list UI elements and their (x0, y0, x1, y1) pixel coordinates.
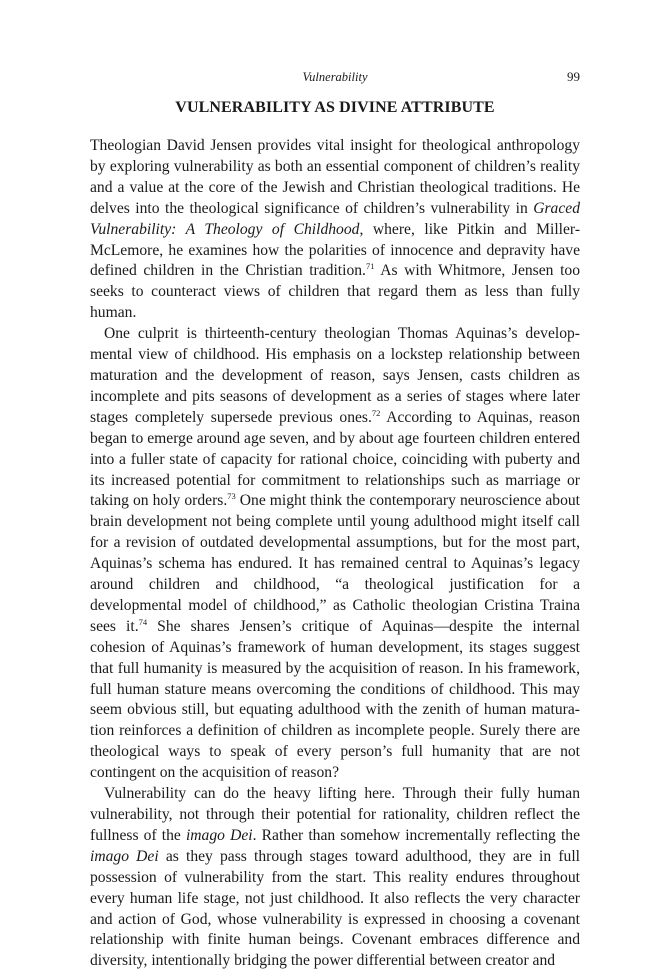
text-run: According to Aquinas, reason began to emerge around age seven, and by about age fourteen children entered into a fuller state of capacity for rational choice, coinciding with puberty and its increased potential for commitment to relationships such as marriage or taking on holy orders. (90, 408, 581, 510)
footnote-marker: 73 (227, 491, 236, 502)
text-run: Vulnerability can do the heavy lifting here. Through their fully human vulnerability, not through their potential for rationality, children reflect the fullness of the (90, 785, 580, 844)
paragraph (90, 136, 580, 324)
text-run: One culprit is thirteenth-century theologian Thomas Aquinas’s developmental view of childhood. His emphasis on a lockstep relationship between maturation and the development of reason, says Jensen, casts children as incomplete and pits seasons of development as a series of stages where later stages completely supersede previous ones. (90, 325, 580, 426)
text-run: as they pass through stages toward adulthood, they are in full possession of vulnerability from the start. This reality endures throughout every human life stage, not just childhood. It also reflects the very character and action of God, whose vulnerability is expressed in choosing a covenant relationship with finite human beings. Covenant embraces difference and diversity, intentionally bridging the power differential between creator and (90, 847, 580, 970)
footnote-marker: 74 (138, 616, 148, 627)
text-run: She shares Jensen’s critique of Aquinas—despite the internal cohesion of Aquinas’s framework of human development, its stages suggest that full humanity is measured by the acquisition of reason. In his framework, full human stature means overcoming the conditions of childhood. This may seem obvious still, but equating adulthood with the zenith of human maturation reinforces a definition of children as incomplete people. Surely there are theological ways to speak of every person’s full humanity that are not contingent on the acquisition of reason? (90, 617, 580, 782)
running-head-title: Vulnerability (302, 70, 368, 84)
italic-text: imago Dei (185, 826, 253, 844)
italic-text: imago Dei (90, 847, 159, 865)
italic-text: Graced Vulnerability: A Theology of Childhood (90, 199, 580, 238)
paragraph (90, 784, 580, 972)
running-head (90, 68, 580, 86)
body-text (90, 136, 580, 972)
text-run: , where, like Pitkin and Miller-McLemore, he examines how the polarities of innocence and depravity have defined children in the Christian tradition. (90, 220, 581, 280)
text-run: . Rather than somehow incrementally reflecting the (252, 826, 580, 844)
footnote-marker: 72 (371, 407, 381, 418)
footnote-marker: 71 (365, 261, 375, 272)
section-heading: VULNERABILITY AS DIVINE ATTRIBUTE (175, 99, 495, 116)
paragraph (90, 324, 580, 784)
text-run: One might think the contemporary neuroscience about brain development not being complete until young adulthood might itself call for a revision of outdated developmental assumptions, but for the most part, Aquinas’s schema has endured. It has remained central to Aquinas’s legacy around children and childhood, “a theological justification for a developmental model of childhood,” as Catholic theologian Cristina Traina sees it. (90, 492, 580, 635)
text-run: As with Whitmore, Jensen too seeks to counteract views of children that regard them as less than fully human. (90, 262, 580, 322)
text-run: Theologian David Jensen provides vital insight for theological anthropology by exploring vulnerability as both an essential component of children’s reality and a value at the core of the Jewish and Christian theological traditions. He delves into the theological significance of children’s vulnerability in (90, 137, 580, 217)
page-number: 99 (567, 69, 580, 84)
